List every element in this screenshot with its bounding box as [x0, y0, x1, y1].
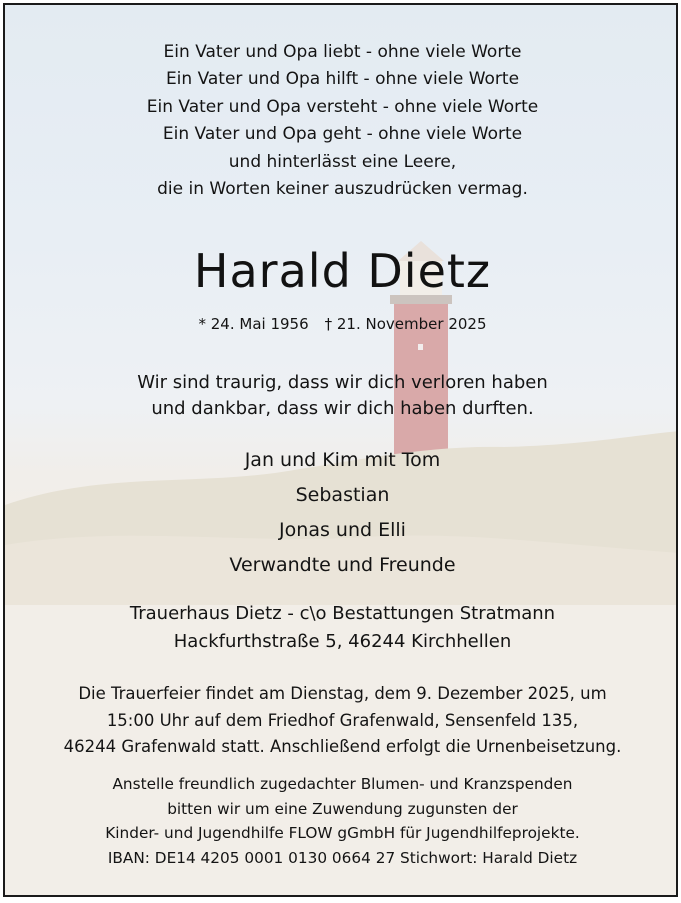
obituary-card: [3, 3, 678, 897]
family-line: Sebastian: [295, 484, 390, 506]
life-dates: [5, 313, 678, 335]
family-line: Jonas und Elli: [279, 519, 406, 541]
service-line: 46244 Grafenwald statt. Anschließend erfolgt die Urnenbeisetzung.: [63, 737, 622, 756]
service-line: Die Trauerfeier findet am Dienstag, dem 9. Dezember 2025, um: [78, 684, 607, 703]
quote-line: und dankbar, dass wir dich haben durften.: [151, 398, 534, 419]
poem-line: und hinterlässt eine Leere,: [228, 151, 457, 172]
funeral-service-info: [5, 681, 678, 761]
donation-request: [5, 772, 678, 870]
quote-line: Wir sind traurig, dass wir dich verloren haben: [137, 372, 548, 393]
family-line: Verwandte und Freunde: [229, 554, 456, 576]
poem-line: Ein Vater und Opa versteht - ohne viele Worte: [146, 96, 539, 117]
mourning-address: [5, 600, 678, 656]
death-date: † 21. November 2025: [324, 315, 487, 333]
birth-date: * 24. Mai 1956: [198, 315, 309, 333]
family-line: Jan und Kim mit Tom: [244, 449, 441, 471]
lighthouse-window: [418, 344, 423, 350]
bereaved-family: [5, 443, 678, 583]
donation-line: bitten wir um eine Zuwendung zugunsten der: [167, 799, 518, 818]
address-line: Trauerhaus Dietz - c\o Bestattungen Stratmann: [129, 603, 556, 624]
poem-line: die in Worten keiner auszudrücken vermag.: [157, 179, 528, 200]
poem-line: Ein Vater und Opa geht - ohne viele Worte: [162, 124, 523, 145]
donation-line: Kinder- und Jugendhilfe FLOW gGmbH für Jugendhilfeprojekte.: [105, 824, 580, 843]
poem-line: Ein Vater und Opa hilft - ohne viele Worte: [165, 69, 520, 90]
poem-line: Ein Vater und Opa liebt - ohne viele Worte: [163, 42, 522, 62]
address-line: Hackfurthstraße 5, 46244 Kirchhellen: [173, 631, 512, 652]
service-line: 15:00 Uhr auf dem Friedhof Grafenwald, Sensenfeld 135,: [106, 710, 579, 730]
mourning-quote: [5, 370, 678, 422]
poem: [5, 39, 678, 203]
donation-line: Anstelle freundlich zugedachter Blumen- und Kranzspenden: [112, 775, 573, 793]
donation-line: IBAN: DE14 4205 0001 0130 0664 27 Stichwort: Harald Dietz: [107, 848, 578, 867]
deceased-name: Harald Dietz: [193, 244, 492, 298]
